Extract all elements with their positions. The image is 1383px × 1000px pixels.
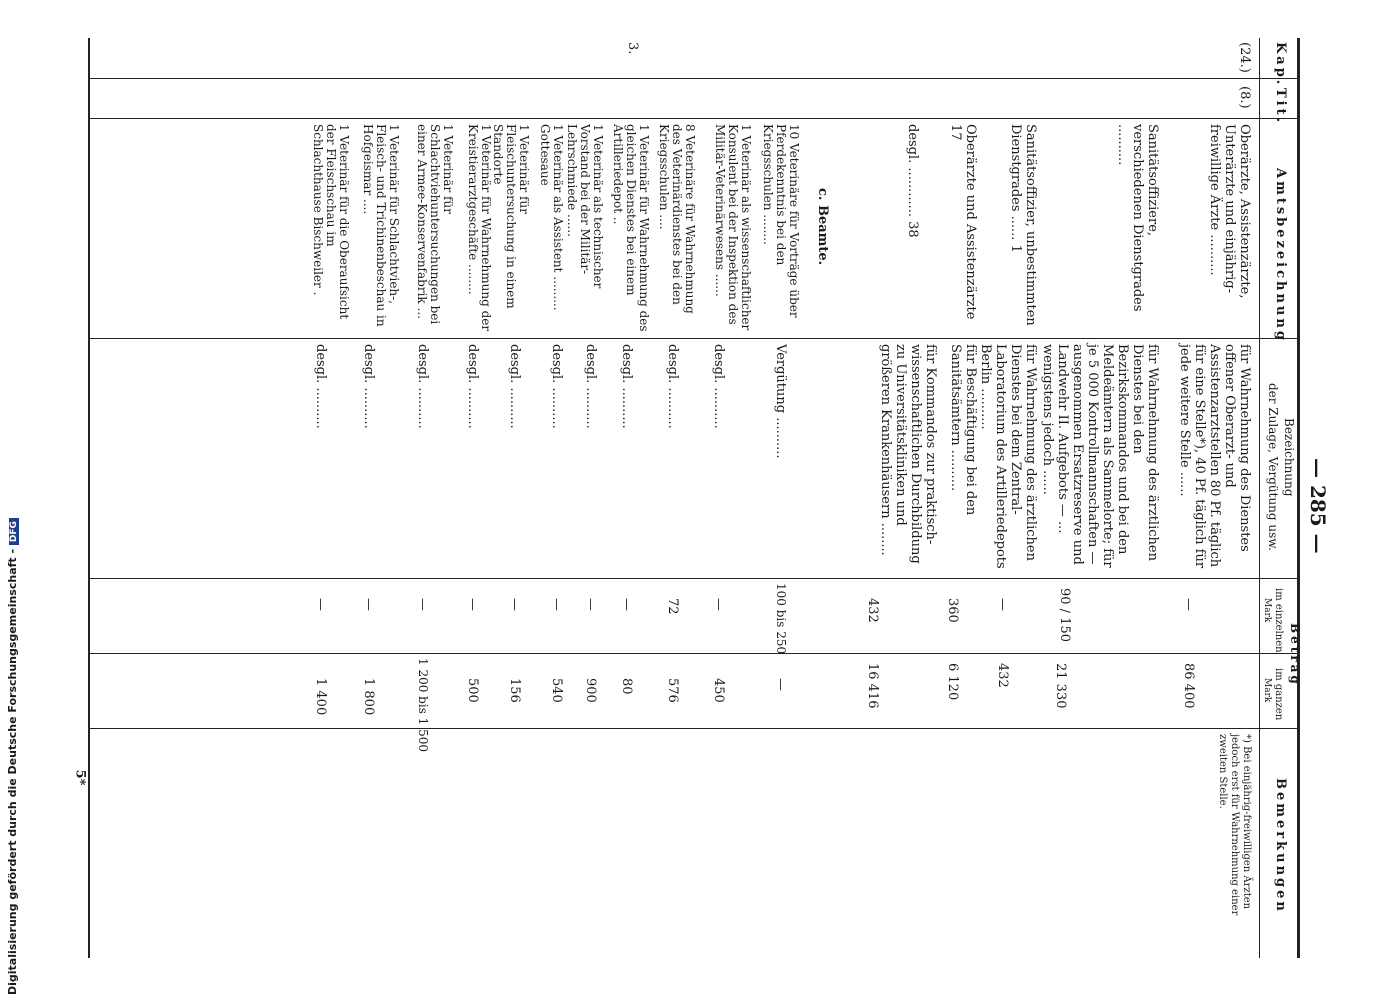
header-rule [1259,38,1260,958]
row-4-bez: für Beschäftigung bei den Sanitätsämtern .......... [948,344,978,516]
kap-value-2: 3. [625,42,640,55]
beamte-row-7-einzeln: — [507,598,522,611]
dfg-logo: DFG [9,518,19,545]
beamte-row-1-amt: 10 Veterinäre für Vorträge über Pferdekenntnis bei den Kriegsschulen ........ [761,124,801,318]
row-3-amt: Sanitätsoffizier, unbestimmten Dienstgrades ...... 1 [1008,124,1038,326]
row-3-einzeln: — [995,598,1010,611]
kap-value: (24.) [1237,42,1252,73]
beamte-row-1-bez: Vergütung .......... [773,344,788,459]
beamte-row-6-ganzen: 540 [549,678,564,703]
beamte-row-4-einzeln: — [619,598,634,611]
header-mark-1: Mark [1262,598,1272,623]
beamte-row-9-amt: 1 Veterinär für Schlachtviehuntersuchungen bei einer Armee-Konservenfabrik ... [415,124,455,325]
beamte-row-8-ganzen: 500 [465,678,480,703]
row-1-ganzen: 86 400 [1181,663,1196,709]
digitization-credit [6,514,19,995]
col-divider-einzeln [90,653,1300,654]
header-kap: Kap. [1273,42,1288,88]
row-3-bez: für Wahrnehmung des ärztlichen Dienstes bei dem Zentral-Laboratorium des Artilleriedepots Berlin .......... [978,344,1038,569]
beamte-row-4-ganzen: 80 [619,678,634,695]
beamte-row-8-amt: 1 Veterinär für Wahrnehmung der Kreistierarztgeschäfte ........ [466,124,493,332]
beamte-row-10-bez: desgl. .......... [361,344,376,429]
beamte-row-6-einzeln: — [549,598,564,611]
beamte-row-11-bez: desgl. .......... [313,344,328,429]
beamte-row-2-ganzen: 450 [711,678,726,703]
header-betrag: Betrag [1288,623,1302,687]
row-1-bez: für Wahrnehmung des Dienstes offener Oberarzt- und Assistenzarztstellen 80 Pf. täglich für eine Stelle*), 40 Pf. täglich für jede weitere Stelle ...... [1177,344,1252,569]
row-1-einzeln: — [1181,598,1196,611]
beamte-row-3-ganzen: 576 [665,678,680,703]
tit-value: (8.) [1237,86,1252,109]
beamte-row-4-amt: 1 Veterinär für Wahrnehmung des gleichen Dienstes bei einem Artilleriedepot .. [611,124,651,332]
row-4-ganzen: 6 120 [945,663,960,701]
rotated-table-page [80,38,1330,958]
signature-mark: 5* [72,769,88,786]
col-divider-tit [90,118,1300,119]
beamte-row-2-einzeln: — [711,598,726,611]
beamte-row-3-bez: desgl. .......... [665,344,680,429]
page-number: — 285 — [1306,458,1330,554]
row-3-ganzen: 432 [995,663,1010,688]
credit-text: Digitalisierung gefördert durch die Deutsche Forschungsgemeinschaft - [6,548,19,995]
col-divider-kap [90,78,1300,79]
footnote: *) Bei einjährig-freiwilligen Ärzten jedoch erst für Wahrnehmung einer zweiten Stelle. [1217,734,1252,916]
header-im-ganzen: im ganzen [1273,668,1284,721]
section-beamte: c. Beamte. [815,188,830,266]
header-bemerkungen: Bemerkungen [1273,778,1288,914]
beamte-row-11-einzeln: — [313,598,328,611]
row-1-amt: Oberärzte, Assistenzärzte, Unterärzte und einjährig-freiwillige Ärzte .......... [1207,124,1252,299]
bottom-rule [88,38,90,958]
beamte-row-5-amt: 1 Veterinär als technischer Vorstand bei der Militär-Lehrschmiede ...... [565,124,605,289]
col-divider-amt [90,338,1300,339]
col-divider-bez [90,578,1300,579]
beamte-row-6-bez: desgl. .......... [549,344,564,429]
header-bezeichnung: Bezeichnung [1282,418,1296,497]
beamte-row-7-ganzen: 156 [507,678,522,703]
beamte-row-5-ganzen: 900 [583,678,598,703]
row-2-bez: für Wahrnehmung des ärztlichen Dienstes bei den Bezirkskommandos und bei den Meldeämtern als Sammelorte; für je 5 000 Kontrollmannschaften — ausgenommen Ersatzreserve und Landwehr II. Aufgebots — ... wenigstens jedoch ...... [1040,344,1160,568]
beamte-row-9-bez: desgl. .......... [415,344,430,429]
beamte-row-3-einzeln: 72 [665,598,680,615]
beamte-row-3-amt: 8 Veterinäre für Wahrnehmung des Veterinärdienstes bei den Kriegsschulen .... [657,124,697,314]
row-5-ganzen: 16 416 [865,663,880,709]
beamte-row-6-amt: 1 Veterinär als Assistent ......... Gottesaue [538,124,565,311]
beamte-row-10-amt: 1 Veterinär für Schlachtvieh-, Fleisch- und Trichinenbeschau in Hofgeismar .... [361,124,401,327]
beamte-row-10-einzeln: — [361,598,376,611]
top-rule [1297,38,1300,958]
beamte-row-2-bez: desgl. .......... [711,344,726,429]
row-2-amt: Sanitätsoffiziere, verschiedenen Dienstgrades .......... [1115,124,1160,312]
row-5-einzeln: 432 [865,598,880,623]
row-2-ganzen: 21 330 [1053,663,1068,709]
beamte-row-4-bez: desgl. .......... [619,344,634,429]
header-amtsbezeichnung: Amtsbezeichnung [1273,168,1288,343]
header-bezeichnung-sub: der Zulage, Vergütung usw. [1266,383,1280,551]
beamte-row-5-bez: desgl. .......... [583,344,598,429]
beamte-row-2-amt: 1 Veterinär als wissenschaftlicher Konsulent bei der Inspektion des Militär-Veterinärwesens ...... [713,124,753,331]
row-5-amt: desgl. ............ 38 [905,124,920,238]
beamte-row-7-amt: 1 Veterinär für Fleischuntersuchung in einem Standorte [491,124,531,309]
row-4-einzeln: 360 [945,598,960,623]
beamte-row-11-amt: 1 Veterinär für die Oberaufsicht der Fleischschau im Schlachthause Bischweiler . [311,124,351,320]
header-tit: Tit. [1273,88,1288,126]
header-im-einzelnen: im einzelnen [1273,588,1284,653]
beamte-row-9-ganzen: 1 200 bis 1 500 [416,658,430,753]
row-2-einzeln: 90 / 150 [1057,588,1072,642]
col-divider-ganzen [90,728,1300,729]
beamte-row-7-bez: desgl. .......... [507,344,522,429]
beamte-row-5-einzeln: — [583,598,598,611]
row-5-bez: für Kommandos zur praktisch-wissenschaftlichen Durchbildung zu Universitätskliniken und größeren Krankenhäusern ........ [878,344,938,564]
beamte-row-11-ganzen: 1 400 [313,678,328,716]
row-4-amt: Oberärzte und Assistenzärzte 17 [948,124,978,320]
beamte-row-10-ganzen: 1 800 [361,678,376,716]
header-mark-2: Mark [1262,678,1272,703]
beamte-row-8-bez: desgl. .......... [465,344,480,429]
beamte-row-1-einzeln: 100 bis 250 [774,583,788,655]
beamte-row-1-ganzen: — [773,678,788,691]
beamte-row-8-einzeln: — [465,598,480,611]
beamte-row-9-einzeln: — [415,598,430,611]
